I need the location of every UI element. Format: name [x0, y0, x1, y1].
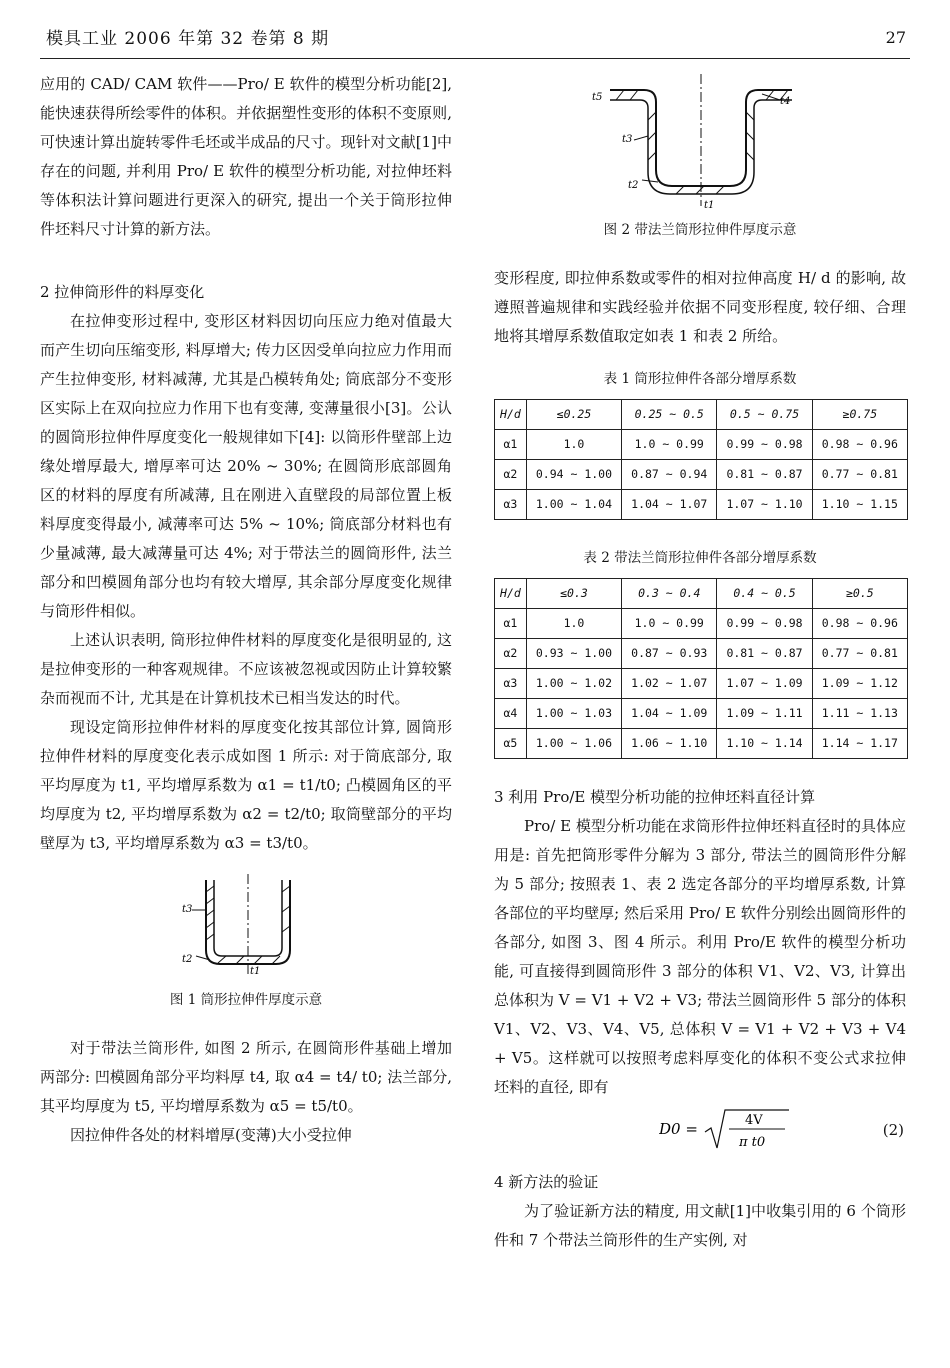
table-cell: 1.0 ~ 0.99: [622, 609, 717, 639]
label-t5: t5: [592, 92, 603, 103]
table-cell: 1.04 ~ 1.09: [622, 699, 717, 729]
table-cell: 0.81 ~ 0.87: [717, 639, 812, 669]
table-1: [494, 399, 908, 520]
table-cell: 0.98 ~ 0.96: [812, 430, 907, 460]
table-row: [495, 729, 908, 759]
table-cell: 0.99 ~ 0.98: [717, 430, 812, 460]
table-cell: 1.06 ~ 1.10: [622, 729, 717, 759]
paragraph: 变形程度, 即拉伸系数或零件的相对拉伸高度 H/ d 的影响, 故遵照普遍规律和实践经验并依据不同变形程度, 较仔细、合理地将其增厚系数值取定如表 1 和表 2 所给。: [494, 269, 906, 345]
table-cell: 0.77 ~ 0.81: [812, 639, 907, 669]
table-row: [495, 639, 908, 669]
table-cell: 1.04 ~ 1.07: [622, 490, 717, 520]
label-t4: t4: [780, 96, 791, 107]
table-cell: 0.98 ~ 0.96: [812, 609, 907, 639]
table-cell: 1.00 ~ 1.04: [526, 490, 621, 520]
table-cell: α5: [495, 729, 527, 759]
table-header-cell: ≥0.5: [812, 579, 907, 609]
table-cell: α1: [495, 430, 527, 460]
formula-denominator: π t0: [739, 1135, 766, 1150]
table-cell: 0.77 ~ 0.81: [812, 460, 907, 490]
table-header-cell: ≥0.75: [812, 400, 907, 430]
table-2-caption: 表 2 带法兰筒形拉伸件各部分增厚系数: [583, 550, 817, 566]
paragraph: 应用的 CAD/ CAM 软件——Pro/ E 软件的模型分析功能[2], 能快速获得所绘零件的体积。并依据塑性变形的体积不变原则, 可快速计算出旋转零件毛坯或半成品的尺寸。现针对文献[1]中存在的问题, 并利用 Pro/ E 软件的模型分析功能, 对拉伸坯料等体积法计算问题进行更深入的研究, 提出一个关于筒形拉伸件坯料尺寸计算的新方法。: [40, 75, 452, 238]
table-cell: 1.10 ~ 1.14: [717, 729, 812, 759]
formula-number: (2): [882, 1121, 904, 1139]
table-cell: 1.09 ~ 1.11: [717, 699, 812, 729]
table-cell: 1.09 ~ 1.12: [812, 669, 907, 699]
table-cell: 0.87 ~ 0.94: [622, 460, 717, 490]
page-header: [40, 18, 910, 59]
table-cell: 0.81 ~ 0.87: [717, 460, 812, 490]
blank-diameter-formula: [659, 1108, 799, 1152]
table-row: [495, 460, 908, 490]
table-cell: 0.93 ~ 1.00: [526, 639, 621, 669]
table-header-cell: 0.4 ~ 0.5: [717, 579, 812, 609]
label-t1: t1: [250, 966, 261, 977]
right-column: [494, 70, 906, 1255]
section-heading-4: 4 新方法的验证: [494, 1173, 599, 1191]
left-column: [40, 70, 452, 1150]
table-cell: 1.00 ~ 1.02: [526, 669, 621, 699]
paragraph: 为了验证新方法的精度, 用文献[1]中收集引用的 6 个筒形件和 7 个带法兰筒形件的生产实例, 对: [494, 1202, 906, 1249]
figure-2-caption: 图 2 带法兰筒形拉伸件厚度示意: [603, 222, 797, 238]
journal-info: 模具工业 2006 年第 32 卷第 8 期: [46, 29, 330, 49]
figure-1: [40, 872, 452, 1010]
label-t3: t3: [622, 134, 633, 145]
table-row: [495, 430, 908, 460]
label-t1: t1: [704, 200, 715, 210]
table-cell: α1: [495, 609, 527, 639]
formula-2: [494, 1102, 906, 1154]
table-cell: 0.99 ~ 0.98: [717, 609, 812, 639]
formula-lhs: D0 =: [659, 1120, 698, 1138]
table-header-cell: H/d: [495, 579, 527, 609]
table-cell: 1.11 ~ 1.13: [812, 699, 907, 729]
table-cell: 1.0: [526, 609, 621, 639]
paragraph: Pro/ E 模型分析功能在求筒形件拉伸坯料直径时的具体应用是: 首先把筒形零件分解为 3 部分, 带法兰的圆筒形件分解为 5 部分; 按照表 1、表 2 选定各部分的平均增厚系数, 计算各部位的平均壁厚; 然后采用 Pro/ E 软件分别绘出圆筒形件的各部分, 如图 3、图 4 所示。利用 Pro/E 软件的模型分析功能, 可直接得到圆筒形件 3 部分的体积 V1、V2、V3, 计算出总体积为 V = V1 + V2 + V3; 带法兰圆筒形件 5 部分的体积 V1、V2、V3、V4、V5, 总体积 V = V1 + V2 + V3 + V4 + V5。这样就可以按照考虑料厚变化的体积不变公式求拉伸坯料的直径, 即有: [494, 817, 906, 1096]
paragraph: 上述认识表明, 筒形拉伸件材料的厚度变化是很明显的, 这是拉伸变形的一种客观规律。不应该被忽视或因防止计算较繁杂而视而不计, 尤其是在计算机技术已相当发达的时代。: [40, 631, 452, 707]
table-cell: 0.94 ~ 1.00: [526, 460, 621, 490]
table-cell: 0.87 ~ 0.93: [622, 639, 717, 669]
table-cell: α2: [495, 460, 527, 490]
figure-2: [494, 70, 906, 240]
table-header-cell: H/d: [495, 400, 527, 430]
paragraph: 现设定筒形拉伸件材料的厚度变化按其部位计算, 圆筒形拉伸件材料的厚度变化表示成如图 1 所示: 对于筒底部分, 取平均厚度为 t1, 平均增厚系数为 α1 = t1/t0; 凸模圆角区的平均厚度为 t2, 平均增厚系数为 α2 = t2/t0; 取筒壁部分的平均壁厚为 t3, 平均增厚系数为 α3 = t3/t0。: [40, 718, 452, 852]
table-row: [495, 609, 908, 639]
paragraph: 对于带法兰筒形件, 如图 2 所示, 在圆筒形件基础上增加两部分: 凹模圆角部分平均料厚 t4, 取 α4 = t4/ t0; 法兰部分, 其平均厚度为 t5, 平均增厚系数为 α5 = t5/t0。: [40, 1039, 452, 1115]
table-cell: 1.10 ~ 1.15: [812, 490, 907, 520]
label-t3: t3: [182, 904, 193, 915]
flanged-cup-diagram: [580, 70, 820, 210]
table-1-caption: 表 1 筒形拉伸件各部分增厚系数: [603, 371, 797, 387]
table-row: [495, 699, 908, 729]
label-t2: t2: [182, 954, 193, 965]
table-cell: α4: [495, 699, 527, 729]
table-cell: 1.0: [526, 430, 621, 460]
label-t2: t2: [628, 180, 639, 191]
table-cell: 1.00 ~ 1.03: [526, 699, 621, 729]
table-cell: 1.0 ~ 0.99: [622, 430, 717, 460]
formula-numerator: 4V: [745, 1113, 763, 1128]
table-cell: 1.07 ~ 1.09: [717, 669, 812, 699]
paragraph: 在拉伸变形过程中, 变形区材料因切向压应力绝对值最大而产生切向压缩变形, 料厚增大; 传力区因受单向拉应力作用而产生拉伸变形, 材料减薄, 尤其是凸模转角处; 筒底部分不变形区实际上在双向拉应力作用下也有变薄, 变薄量很小[3]。公认的圆筒形拉伸件厚度变化一般规律如下[4]: 以筒形件壁部上边缘处增厚最大, 增厚率可达 20% ~ 30%; 在圆筒形底部圆角区的材料的厚度有所减薄, 且在刚进入直壁段的局部位置上板料厚度变得最小, 减薄率可达 5% ~ 10%; 筒底部分材料也有少量减薄, 最大减薄量可达 4%; 对于带法兰的圆筒形件, 法兰部分和凹模圆角部分也均有较大增厚, 其余部分厚度变化规律与筒形件相似。: [40, 312, 452, 620]
cylindrical-cup-diagram: [156, 872, 336, 980]
table-header-cell: 0.3 ~ 0.4: [622, 579, 717, 609]
table-cell: α3: [495, 669, 527, 699]
table-header-cell: 0.5 ~ 0.75: [717, 400, 812, 430]
table-cell: 1.07 ~ 1.10: [717, 490, 812, 520]
table-2: [494, 578, 908, 759]
table-cell: 1.00 ~ 1.06: [526, 729, 621, 759]
page-number: 27: [885, 28, 906, 47]
table-cell: α2: [495, 639, 527, 669]
table-header-cell: 0.25 ~ 0.5: [622, 400, 717, 430]
table-cell: 1.14 ~ 1.17: [812, 729, 907, 759]
table-row: [495, 490, 908, 520]
figure-1-caption: 图 1 筒形拉伸件厚度示意: [169, 992, 323, 1008]
table-cell: α3: [495, 490, 527, 520]
paragraph: 因拉伸件各处的材料增厚(变薄)大小受拉伸: [70, 1126, 352, 1144]
table-header-cell: ≤0.25: [526, 400, 621, 430]
section-heading-2: 2 拉伸筒形件的料厚变化: [40, 283, 205, 301]
table-cell: 1.02 ~ 1.07: [622, 669, 717, 699]
table-header-cell: ≤0.3: [526, 579, 621, 609]
table-row: [495, 669, 908, 699]
section-heading-3: 3 利用 Pro/E 模型分析功能的拉伸坯料直径计算: [494, 788, 816, 806]
